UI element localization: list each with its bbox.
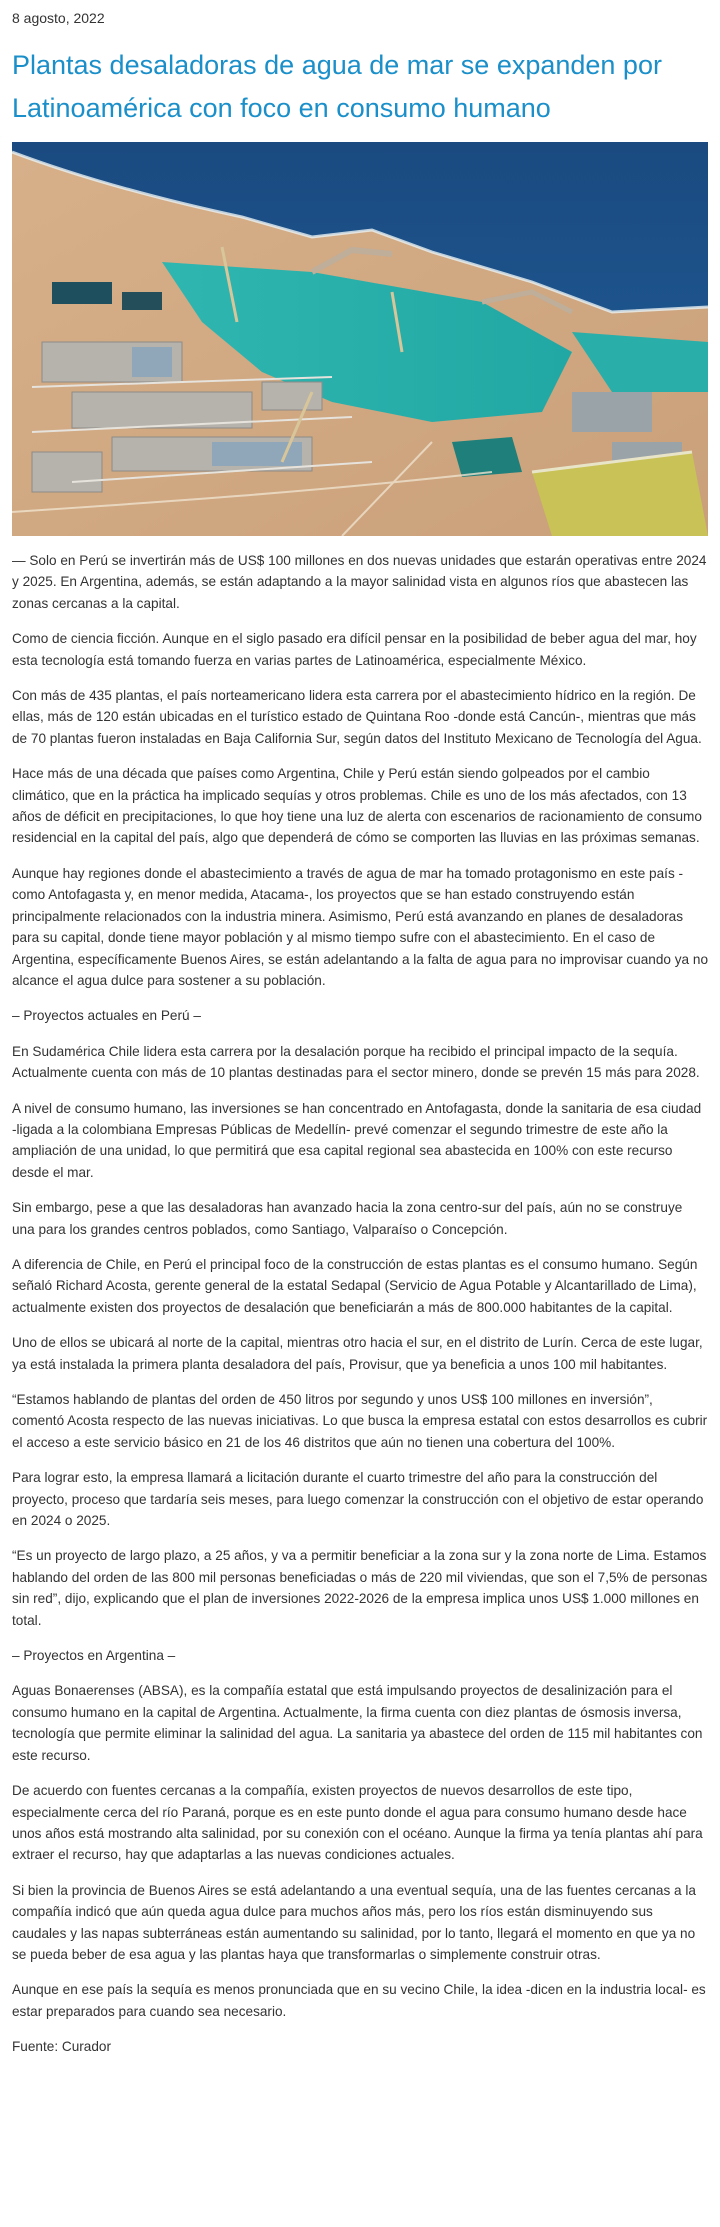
article-paragraph: De acuerdo con fuentes cercanas a la compañía, existen proyectos de nuevos desarrollos de este tipo, especialmente cerca del río Paraná, porque es en este punto donde el agua para consumo humano desde hace unos años está mostrando alta salinidad, por su conexión con el océano. Aunque la firma ya tenía plantas ahí para extraer el recurso, hay que adaptarlas a las nuevas condiciones actuales.	[12, 1783, 703, 1863]
article-body	[12, 550, 708, 2072]
article-date: 8 agosto, 2022	[12, 10, 105, 26]
article-paragraph: A diferencia de Chile, en Perú el principal foco de la construcción de estas plantas es el consumo humano. Según señaló Richard Acosta, gerente general de la estatal Sedapal (Servicio de Agua Potable y Alcantarillado de Lima), actualmente existen dos proyectos de desalación que beneficiarán a más de 800.000 habitantes de la capital.	[12, 1256, 698, 1315]
desalination-plant-aerial-illustration	[12, 142, 708, 536]
article-paragraph: En Sudamérica Chile lidera esta carrera por la desalación porque ha recibido el principal impacto de la sequía. Actualmente cuenta con más de 10 plantas destinadas para el sector minero, donde se prevén 15 más para 2028.	[12, 1043, 700, 1081]
article-paragraph: Hace más de una década que países como Argentina, Chile y Perú están siendo golpeados por el cambio climático, que en la práctica ha implicado sequías y otros problemas. Chile es uno de los más afectados, con 13 años de déficit en precipitaciones, lo que hoy tiene una luz de alerta con escenarios de racionamiento de consumo residencial en la capital del país, algo que dependerá de cómo se comporten las lluvias en las próximas semanas.	[12, 766, 702, 846]
article-quote-paragraph: “Estamos hablando de plantas del orden de 450 litros por segundo y unos US$ 100 millones en inversión”, comentó Acosta respecto de las nuevas iniciativas. Lo que busca la empresa estatal con estos desarrollos es cubrir el acceso a este servicio básico en 21 de los 46 distritos que aún no tienen una cobertura del 100%.	[12, 1392, 708, 1450]
article-paragraph: Aunque en ese país la sequía es menos pronunciada que en su vecino Chile, la idea -dicen en la industria local- es estar preparados para cuando sea necesario.	[12, 1982, 706, 2019]
article-paragraph: Aguas Bonaerenses (ABSA), es la compañía estatal que está impulsando proyectos de desalinización para el consumo humano en la capital de Argentina. Actualmente, la firma cuenta con diez plantas de ósmosis inversa, tecnología que permite eliminar la salinidad del agua. La sanitaria ya abastece del orden de 115 mil habitantes con este recurso.	[12, 1683, 703, 1763]
article-quote-paragraph: “Es un proyecto de largo plazo, a 25 años, y va a permitir beneficiar a la zona sur y la zona norte de Lima. Estamos hablando del orden de las 800 mil personas beneficiadas o más de 220 mil viviendas, que son el 7,5% de personas sin red”, dijo, explicando que el plan de inversiones 2022-2026 de la empresa implica unos US$ 1.000 millones en total.	[12, 1548, 708, 1628]
article-paragraph: Uno de ellos se ubicará al norte de la capital, mientras otro hacia el sur, en el distrito de Lurín. Cerca de este lugar, ya está instalada la primera planta desaladora del país, Provisur, que ya beneficia a unos 100 mil habitantes.	[12, 1335, 703, 1372]
article-paragraph: Con más de 435 plantas, el país norteamericano lidera esta carrera por el abastecimiento hídrico en la región. De ellas, más de 120 están ubicadas en el turístico estado de Quintana Roo -donde está Cancún-, mientras que más de 70 plantas fueron instaladas en Baja California Sur, según datos del Instituto Mexicano de Tecnología del Agua.	[12, 688, 702, 746]
article-paragraph: Aunque hay regiones donde el abastecimiento a través de agua de mar ha tomado protagonismo en este país -como Antofagasta y, en menor medida, Atacama-, los proyectos que se han estado construyendo están principalmente relacionados con la industria minera. Asimismo, Perú está avanzando en planes de desaladoras para su capital, donde tiene mayor población y al mismo tiempo sufre con el abastecimiento. En el caso de Argentina, específicamente Buenos Aires, se están adelantando a la falta de agua para no improvisar cuando ya no alcance el agua dulce para sostener a su población.	[12, 865, 709, 988]
article-paragraph: Para lograr esto, la empresa llamará a licitación durante el cuarto trimestre del año para la construcción del proyecto, proceso que tardaría seis meses, para luego comenzar la construcción con el objetivo de estar operando en 2024 o 2025.	[12, 1470, 704, 1529]
article-paragraph: Como de ciencia ficción. Aunque en el siglo pasado era difícil pensar en la posibilidad de beber agua del mar, hoy esta tecnología está tomando fuerza en varias partes de Latinoamérica, especialmente México.	[12, 631, 697, 668]
section-heading-peru: – Proyectos actuales en Perú –	[12, 1008, 201, 1024]
article-paragraph: Sin embargo, pese a que las desaladoras han avanzado hacia la zona centro-sur del país, aún no se construye una para los grandes centros poblados, como Santiago, Valparaíso o Concepción.	[12, 1200, 683, 1237]
section-heading-argentina: – Proyectos en Argentina –	[12, 1648, 176, 1664]
article-paragraph: Si bien la provincia de Buenos Aires se está adelantando a una eventual sequía, una de las fuentes cercanas a la compañía indicó que aún queda agua dulce para muchos años más, pero los ríos están disminuyendo sus caudales y las napas subterráneas están aumentando su salinidad, por lo tanto, llegará el momento en que ya no se pueda beber de esa agua y las plantas haya que transformarlas o simplemente construir otras.	[12, 1882, 696, 1962]
article-paragraph: — Solo en Perú se invertirán más de US$ 100 millones en dos nuevas unidades que estarán operativas entre 2024 y 2025. En Argentina, además, se están adaptando a la mayor salinidad vista en algunos ríos que abastecen las zonas cercanas a la capital.	[12, 553, 707, 611]
article-source: Fuente: Curador	[12, 2039, 111, 2055]
article-hero-image	[12, 142, 708, 536]
article-title: Plantas desaladoras de agua de mar se expanden por Latinoamérica con foco en consumo humano	[12, 50, 662, 123]
article-paragraph: A nivel de consumo humano, las inversiones se han concentrado en Antofagasta, donde la sanitaria de esa ciudad -ligada a la colombiana Empresas Públicas de Medellín- prevé comenzar el segundo trimestre de este año la ampliación de una unidad, lo que permitirá que esa capital regional sea abastecida en 100% con este recurso desde el mar.	[12, 1100, 702, 1180]
